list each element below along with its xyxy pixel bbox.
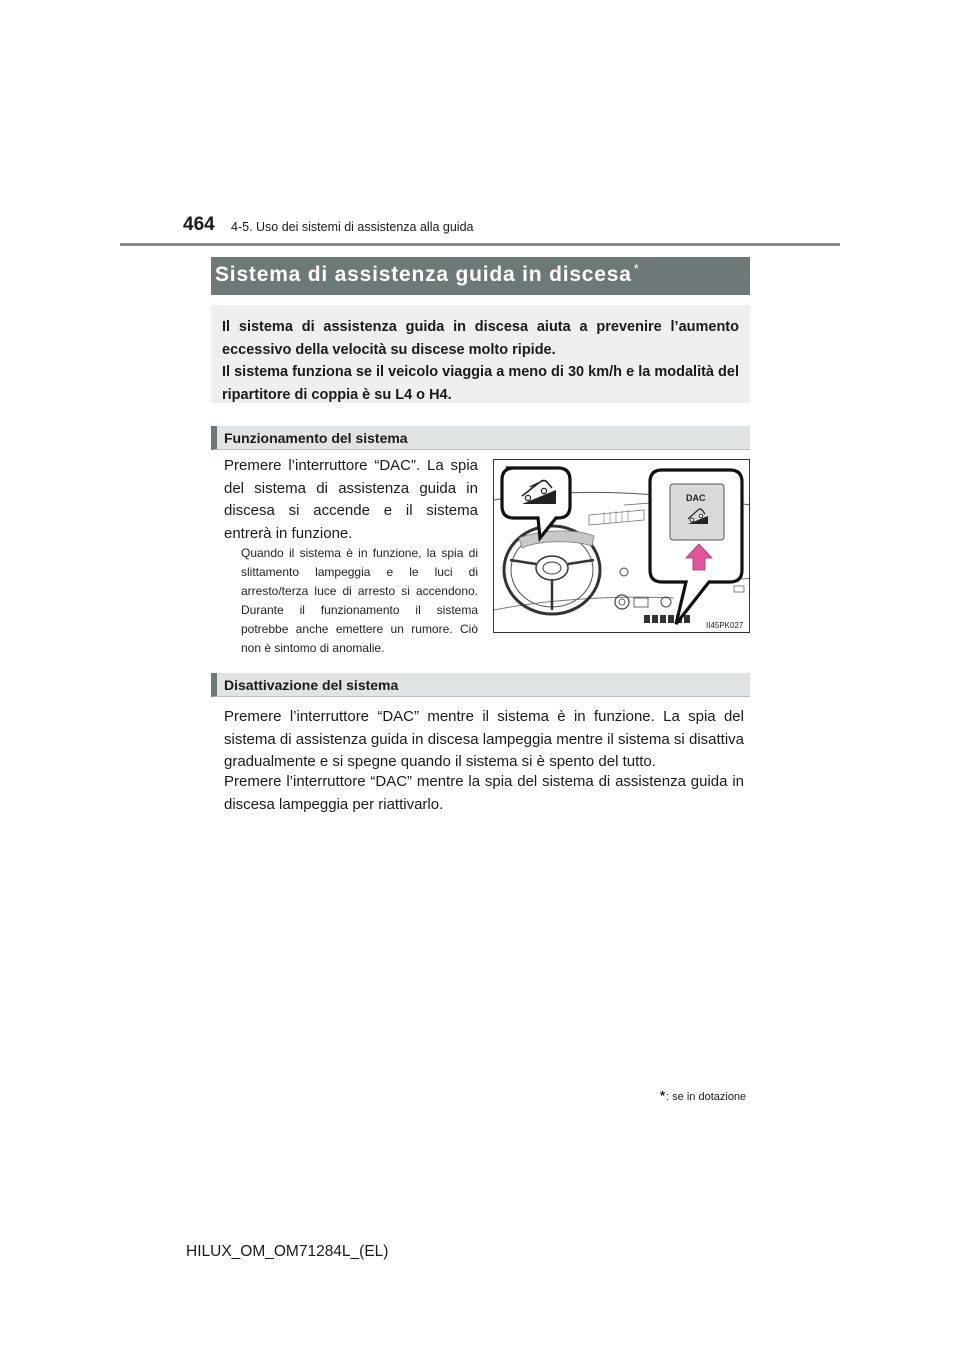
intro-paragraph-2: Il sistema funziona se il veicolo viaggia a meno di 30 km/h e la modalità del ripartitore di coppia è su L4 o H4. bbox=[222, 364, 739, 403]
section-heading-operation bbox=[211, 426, 750, 450]
header-divider bbox=[120, 243, 840, 246]
deactivation-paragraph-2: Premere l’interruttore “DAC” mentre la spia del sistema di assistenza guida in discesa lampeggia per riattivarlo. bbox=[224, 773, 744, 813]
section-path: 4-5. Uso dei sistemi di assistenza alla guida bbox=[231, 220, 474, 234]
operation-note: Quando il sistema è in funzione, la spia di slittamento lampeggia e le luci di arresto/terza luce di arresto si accendono. Durante il funzionamento il sistema potrebbe anche emettere un rumore. Ciò non è sintomo di anomalie. bbox=[241, 546, 478, 655]
document-code: HILUX_OM_OM71284L_(EL) bbox=[186, 1243, 389, 1260]
footnote-text: : se in dotazione bbox=[666, 1091, 747, 1103]
intro-summary-box bbox=[211, 305, 750, 403]
deactivation-paragraph-1: Premere l’interruttore “DAC” mentre il sistema è in funzione. La spia del sistema di assistenza guida in discesa lampeggia mentre il sistema si disattiva gradualmente e si spegne quando il sistema si è spento del tutto. bbox=[224, 708, 744, 770]
page-title-bar bbox=[211, 257, 750, 295]
footnote bbox=[660, 1088, 746, 1103]
dashboard-illustration bbox=[493, 459, 750, 633]
page-title: Sistema di assistenza guida in discesa bbox=[215, 263, 632, 286]
dac-button-label: DAC bbox=[686, 493, 706, 503]
image-code: II45PK027 bbox=[706, 621, 744, 630]
footnote-asterisk: * bbox=[660, 1088, 666, 1103]
dashboard-drawing bbox=[494, 460, 750, 633]
intro-paragraph-1: Il sistema di assistenza guida in discesa aiuta a prevenire l’aumento eccessivo della velocità su discese molto ripide. bbox=[222, 319, 739, 358]
page-number: 464 bbox=[183, 214, 215, 235]
section-heading-operation-label: Funzionamento del sistema bbox=[224, 430, 408, 446]
title-asterisk: * bbox=[633, 261, 639, 276]
section-heading-deactivation-label: Disattivazione del sistema bbox=[224, 677, 399, 693]
operation-paragraph: Premere l’interruttore “DAC”. La spia del sistema di assistenza guida in discesa si accende e il sistema entrerà in funzione. bbox=[224, 457, 478, 542]
section-heading-deactivation bbox=[211, 673, 750, 697]
